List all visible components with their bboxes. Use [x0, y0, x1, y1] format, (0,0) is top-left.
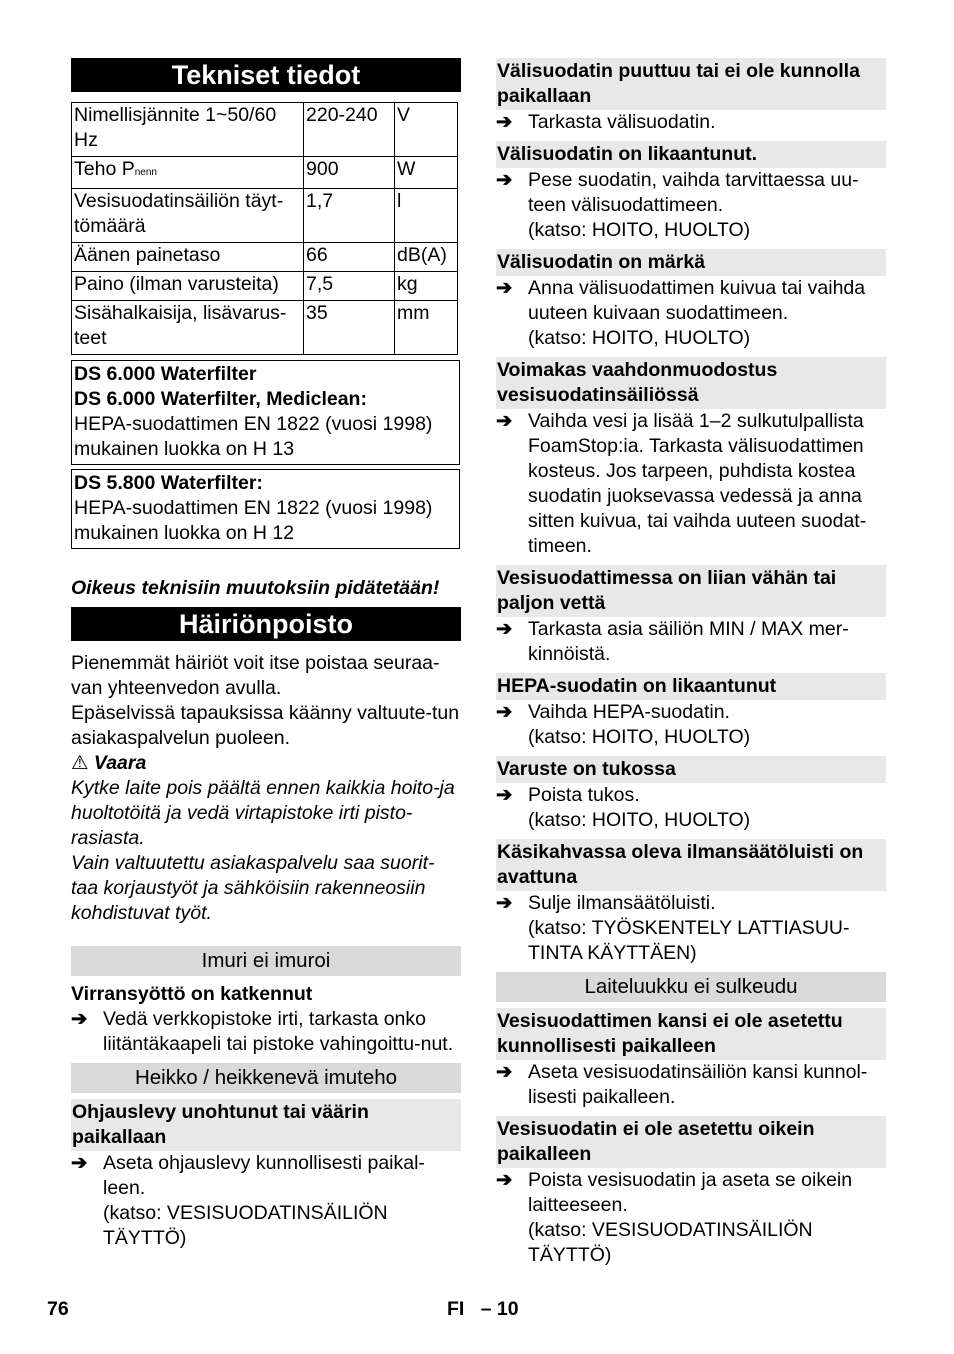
fault-heading: HEPA-suodatin on likaantunut: [496, 673, 886, 700]
spec-value: 7,5: [304, 272, 395, 301]
tech-data-title: Tekniset tiedot: [71, 58, 461, 92]
remedy-step: ➔ Poista tukos. (katso: HOITO, HUOLTO): [496, 784, 751, 831]
hepa-class-box-ds5800: [71, 469, 460, 549]
arrow-right-icon: ➔: [496, 410, 513, 432]
left-column: [71, 58, 461, 1251]
spec-value: 220-240: [304, 103, 395, 157]
arrow-right-icon: ➔: [496, 784, 513, 806]
remedy-step: ➔ Vaihda vesi ja lisää 1–2 sulkutulpallista FoamStop:ia. Tarkasta välisuodattimen kosteus. Jos tarpeen, puhdista kostea suodatin juoksevassa vedessä ja anna sitten kuivua, tai vaihda uuteen suodat-timeen.: [496, 410, 867, 557]
table-row: [72, 103, 458, 157]
spec-label: Äänen painetaso: [72, 243, 304, 272]
table-row: [72, 301, 458, 355]
model-name: DS 6.000 Waterfilter, Mediclean:: [74, 388, 367, 410]
hepa-class-text: HEPA-suodattimen EN 1822 (vuosi 1998) mukainen luokka on H 12: [74, 497, 433, 544]
remedy-step: ➔ Aseta vesisuodatinsäiliön kansi kunnol-lisesti paikalleen.: [496, 1061, 868, 1108]
danger-label: Vaara: [93, 752, 147, 774]
arrow-right-icon: ➔: [496, 111, 513, 133]
remedy-step: ➔ Pese suodatin, vaihda tarvittaessa uu-teen välisuodattimeen. (katso: HOITO, HUOLTO): [496, 169, 859, 241]
spec-unit: l: [395, 189, 458, 243]
fault-heading: Välisuodatin on likaantunut.: [496, 141, 886, 168]
remedy-step: ➔ Sulje ilmansäätöluisti. (katso: TYÖSKENTELY LATTIASUU-TINTA KÄYTTÄEN): [496, 892, 850, 964]
spec-label-subscript: nenn: [134, 167, 157, 178]
table-row: [72, 272, 458, 301]
spec-value: 35: [304, 301, 395, 355]
spec-unit: W: [395, 157, 458, 189]
danger-heading: [71, 751, 461, 776]
hepa-class-box-ds6000: [71, 360, 460, 465]
specs-table: [71, 102, 458, 355]
changes-reserved-note: Oikeus teknisiin muutoksiin pidätetään!: [71, 577, 440, 599]
remedy-step: ➔ Vedä verkkopistoke irti, tarkasta onko liitäntäkaapeli tai pistoke vahingoittu-nut.: [71, 1008, 454, 1055]
spec-label: Nimellisjännite 1~50/60 Hz: [72, 103, 304, 157]
model-name: DS 6.000 Waterfilter: [74, 363, 257, 385]
spec-unit: kg: [395, 272, 458, 301]
fault-heading: Vesisuodatin ei ole asetettu oikein paikalleen: [496, 1116, 886, 1168]
danger-text: Kytke laite pois päältä ennen kaikkia hoito-ja huoltotöitä ja vedä virtapistoke irti pisto-rasiasta.: [71, 777, 455, 849]
section-heading-weak-suction: Heikko / heikkenevä imuteho: [71, 1063, 461, 1093]
remedy-step: ➔ Poista vesisuodatin ja aseta se oikein laitteeseen. (katso: VESISUODATINSÄILIÖN TÄYTTÖ): [496, 1169, 853, 1266]
spec-label: Sisähalkaisija, lisävarus-teet: [72, 301, 304, 355]
language-page-label: FI – 10: [447, 1298, 519, 1320]
arrow-right-icon: ➔: [496, 701, 513, 723]
spec-value: 66: [304, 243, 395, 272]
spec-value: 1,7: [304, 189, 395, 243]
fault-heading: Voimakas vaahdonmuodostus vesisuodatinsäiliössä: [496, 357, 886, 409]
intro-text: Pienemmät häiriöt voit itse poistaa seuraa-van yhteenvedon avulla.: [71, 652, 440, 699]
spec-label: Paino (ilman varusteita): [72, 272, 304, 301]
remedy-step: ➔ Tarkasta välisuodatin.: [496, 111, 716, 133]
spec-label: Vesisuodatinsäiliön täyt-tömäärä: [72, 189, 304, 243]
troubleshooting-title: Häiriönpoisto: [71, 607, 461, 641]
section-heading-no-suction: Imuri ei imuroi: [71, 946, 461, 976]
spec-unit: V: [395, 103, 458, 157]
model-name: DS 5.800 Waterfilter:: [74, 472, 263, 494]
arrow-right-icon: ➔: [496, 277, 513, 299]
fault-heading: Varuste on tukossa: [496, 756, 886, 783]
remedy-step: ➔ Vaihda HEPA-suodatin. (katso: HOITO, HUOLTO): [496, 701, 751, 748]
arrow-right-icon: ➔: [496, 892, 513, 914]
danger-text: Vain valtuutettu asiakaspalvelu saa suorit-taa korjaustyöt ja sähköisiin rakenneosiin kohdistuvat työt.: [71, 852, 435, 924]
fault-heading: Vesisuodattimen kansi ei ole asetettu kunnollisesti paikalleen: [496, 1008, 886, 1060]
fault-heading: Välisuodatin puuttuu tai ei ole kunnolla paikallaan: [496, 58, 886, 110]
fault-heading: Vesisuodattimessa on liian vähän tai paljon vettä: [496, 565, 886, 617]
arrow-right-icon: ➔: [71, 1008, 88, 1030]
right-column: [496, 58, 886, 1268]
page-number: 76: [47, 1298, 69, 1320]
arrow-right-icon: ➔: [496, 169, 513, 191]
section-heading-lid-not-closing: Laiteluukku ei sulkeudu: [496, 972, 886, 1002]
arrow-right-icon: ➔: [496, 1061, 513, 1083]
fault-heading: Välisuodatin on märkä: [496, 249, 886, 276]
fault-heading: Käsikahvassa oleva ilmansäätöluisti on avattuna: [496, 839, 886, 891]
intro-text: Epäselvissä tapauksissa käänny valtuute-tun asiakaspalvelun puoleen.: [71, 702, 460, 749]
arrow-right-icon: ➔: [496, 1169, 513, 1191]
spec-value: 900: [304, 157, 395, 189]
remedy-step: ➔ Anna välisuodattimen kuivua tai vaihda uuteen kuivaan suodattimeen. (katso: HOITO, HUOLTO): [496, 277, 866, 349]
spec-label: Teho Pnenn: [72, 157, 304, 189]
fault-heading: Ohjauslevy unohtunut tai väärin paikallaan: [71, 1099, 461, 1151]
remedy-step: ➔ Aseta ohjauslevy kunnollisesti paikal-leen. (katso: VESISUODATINSÄILIÖN TÄYTTÖ): [71, 1152, 425, 1249]
warning-icon: ⚠: [71, 752, 89, 774]
remedy-step: ➔ Tarkasta asia säiliön MIN / MAX mer-kinnöistä.: [496, 618, 849, 665]
arrow-right-icon: ➔: [71, 1152, 88, 1174]
table-row: [72, 189, 458, 243]
fault-heading: Virransyöttö on katkennut: [71, 983, 313, 1005]
table-row: [72, 243, 458, 272]
table-row: [72, 157, 458, 189]
spec-unit: mm: [395, 301, 458, 355]
arrow-right-icon: ➔: [496, 618, 513, 640]
hepa-class-text: HEPA-suodattimen EN 1822 (vuosi 1998) mukainen luokka on H 13: [74, 413, 433, 460]
spec-unit: dB(A): [395, 243, 458, 272]
